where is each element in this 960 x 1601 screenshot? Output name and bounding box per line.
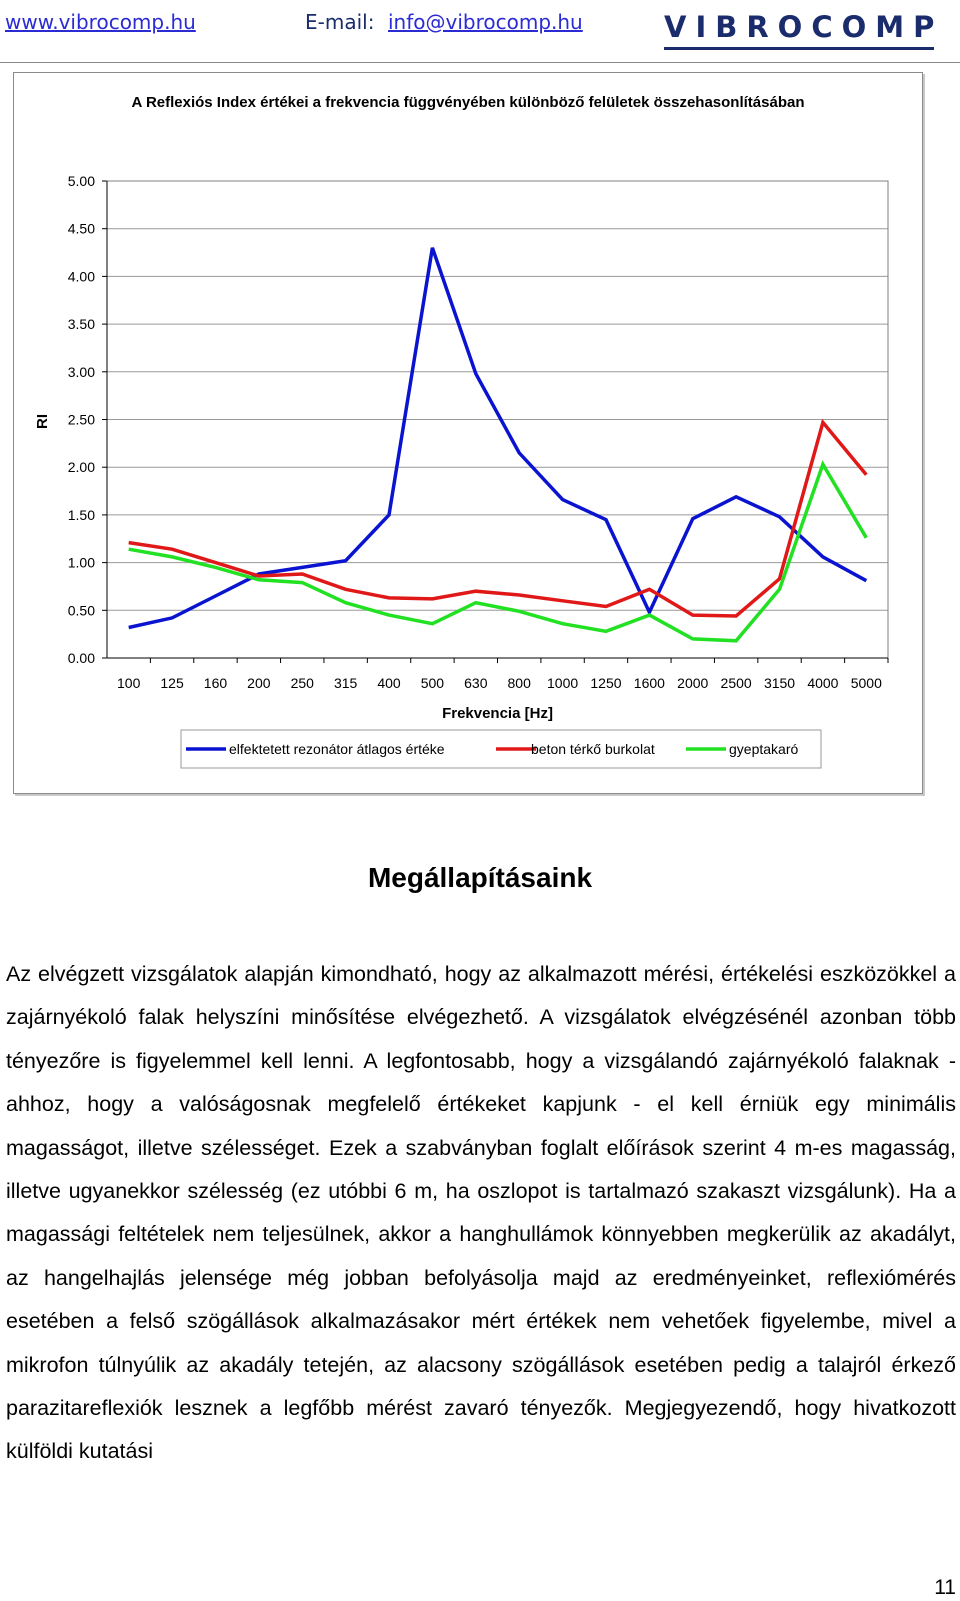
x-tick-label: 250 xyxy=(290,675,314,691)
header-divider xyxy=(0,62,960,63)
legend-label-2: beton térkő burkolat xyxy=(531,741,655,757)
x-tick-label: 1600 xyxy=(633,675,665,691)
email-label: E-mail: xyxy=(305,10,375,34)
x-tick-label: 4000 xyxy=(807,675,839,691)
x-tick-label: 2000 xyxy=(677,675,709,691)
x-tick-label: 125 xyxy=(160,675,184,691)
y-tick-label: 2.50 xyxy=(67,411,95,428)
x-tick-label: 1000 xyxy=(547,675,579,691)
x-tick-label: 630 xyxy=(464,675,488,691)
page-header xyxy=(0,0,960,60)
x-tick-label: 100 xyxy=(117,675,141,691)
section-title: Megállapításaink xyxy=(367,862,593,893)
x-tick-label: 315 xyxy=(333,675,358,691)
y-tick-label: 4.00 xyxy=(67,268,95,285)
chart-container xyxy=(13,72,923,794)
legend-label-1: elfektetett rezonátor átlagos értéke xyxy=(229,741,445,757)
x-tick-label: 2500 xyxy=(720,675,752,691)
y-tick-label: 3.50 xyxy=(67,316,95,333)
vibrocomp-logo xyxy=(664,4,954,54)
x-tick-label: 200 xyxy=(247,675,271,691)
x-axis-label: Frekvencia [Hz] xyxy=(442,705,553,722)
y-axis-label: RI xyxy=(34,414,51,429)
legend-label-3: gyeptakaró xyxy=(729,741,799,757)
y-tick-label: 2.00 xyxy=(67,459,95,476)
page-number: 11 xyxy=(934,1576,956,1599)
x-tick-label: 5000 xyxy=(850,675,882,691)
x-tick-label: 3150 xyxy=(763,675,796,691)
series-line-3 xyxy=(129,464,867,641)
x-tick-label: 500 xyxy=(420,675,445,691)
y-tick-label: 0.50 xyxy=(67,602,95,619)
x-tick-label: 400 xyxy=(377,675,401,691)
body-paragraph: Az elvégzett vizsgálatok alapján kimondható, hogy az alkalmazott mérési, értékelési eszközökkel a zajárnyékoló falak helyszíni minősítése elvégezhető. A vizsgálatok elvégzésénél azonban több tényezőre is figyelemmel kell lenni. A legfontosabb, hogy a vizsgálandó zajárnyékoló falaknak - ahhoz, hogy a valóságosnak megfelelő értékeket kapjunk - el kell érniük egy minimális magasságot, illetve szélességet. Ezek a szabványban foglalt előírások szerint 4 m-es magasság, illetve ugyanekkor szélesség (ez utóbbi 6 m, ha oszlopot is tartalmazó szakaszt vizsgálunk). Ha a magassági feltételek nem teljesülnek, akkor a hanghullámok könnyebben megkerülik az akadályt, az hangelhajlás jelensége még jobban befolyásolja majd az eredményeinket, reflexiómérés esetében a felső szögállások alkalmazásakor mért értékek nem vehetőek figyelembe, mivel a mikrofon túlnyúlik az akadály tetején, az alacsony szögállások esetében pedig a talajról érkező parazitareflexiók lesznek a legfőbb mérést zavaró tényezők. Megjegyezendő, hogy hivatkozott külföldi kutatási xyxy=(6,962,956,1464)
series-line-2 xyxy=(129,422,867,616)
y-tick-label: 4.50 xyxy=(67,220,95,237)
website-link[interactable]: www.vibrocomp.hu xyxy=(5,10,196,34)
x-tick-label: 1250 xyxy=(590,675,622,691)
x-tick-label: 160 xyxy=(203,675,228,691)
y-tick-label: 1.00 xyxy=(67,554,95,571)
y-tick-label: 0.00 xyxy=(67,650,95,666)
logo-text: VIBROCOMP xyxy=(664,10,944,44)
email-link[interactable]: info@vibrocomp.hu xyxy=(388,10,583,34)
logo-underline xyxy=(664,47,934,50)
y-tick-label: 1.50 xyxy=(67,506,95,523)
reflection-index-chart xyxy=(14,73,922,793)
y-tick-label: 3.00 xyxy=(67,363,95,380)
chart-title: A Reflexiós Index értékei a frekvencia függvényében különböző felületek összehasonlításában xyxy=(131,94,805,111)
x-tick-label: 800 xyxy=(507,675,531,691)
y-tick-label: 5.00 xyxy=(67,173,95,189)
